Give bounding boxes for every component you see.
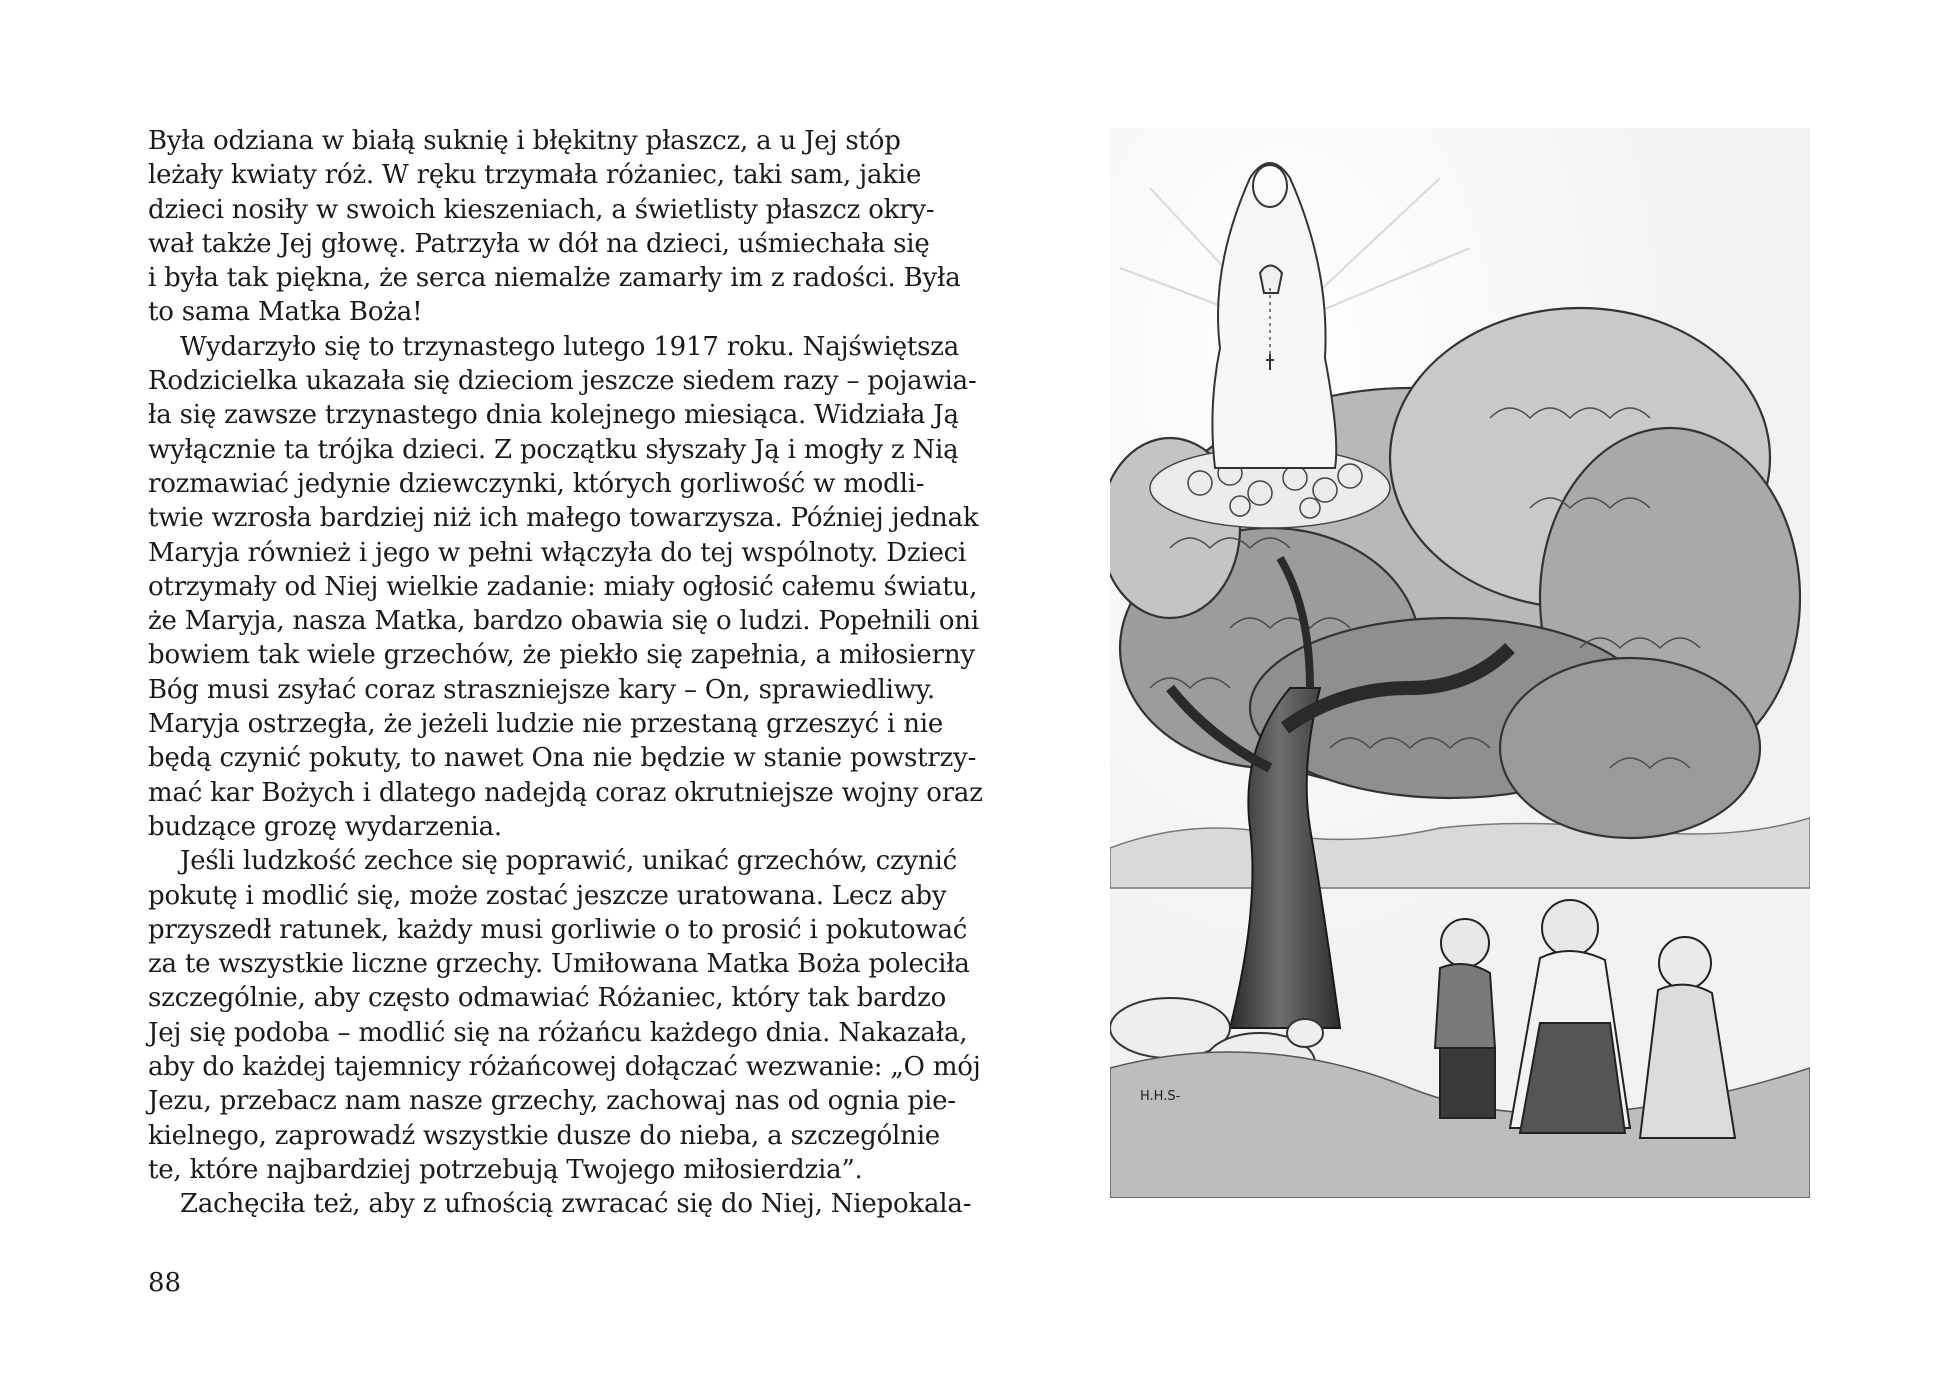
- text-line: kielnego, zaprowadź wszystkie dusze do nieba, a szczególnie: [148, 1120, 940, 1151]
- body-text: [148, 124, 983, 1222]
- text-line: Jezu, przebacz nam nasze grzechy, zachowaj nas od ognia pie-: [148, 1086, 956, 1117]
- text-line: pokutę i modlić się, może zostać jeszcze uratowana. Lecz aby: [148, 880, 947, 911]
- text-line: Zachęciła też, aby z ufnością zwracać się do Niej, Niepokala-: [180, 1189, 972, 1220]
- text-line: przyszedł ratunek, każdy musi gorliwie o to prosić i pokutować: [148, 914, 968, 945]
- text-line: Jeśli ludzkość zechce się poprawić, unikać grzechów, czynić: [180, 846, 957, 877]
- text-line: bowiem tak wiele grzechów, że piekło się zapełnia, a miłosierny: [148, 640, 975, 671]
- text-line: dzieci nosiły w swoich kieszeniach, a świetlisty płaszcz okry-: [148, 194, 935, 225]
- text-line: rozmawiać jedynie dziewczynki, których gorliwość w modli-: [148, 468, 925, 499]
- text-line: Bóg musi zsyłać coraz straszniejsze kary – On, sprawiedliwy.: [148, 674, 935, 705]
- text-line: Była odziana w białą suknię i błękitny płaszcz, a u Jej stóp: [148, 126, 901, 156]
- text-line: wał także Jej głowę. Patrzyła w dół na dzieci, uśmiechała się: [148, 228, 930, 259]
- text-line: te, które najbardziej potrzebują Twojego miłosierdzia”.: [148, 1154, 863, 1185]
- paragraph: [148, 124, 961, 330]
- text-line: za te wszystkie liczne grzechy. Umiłowana Matka Boża poleciła: [148, 949, 970, 980]
- text-line: szczególnie, aby często odmawiać Różaniec, który tak bardzo: [148, 983, 947, 1014]
- text-line: budzące grozę wydarzenia.: [148, 811, 502, 842]
- text-line: Rodzicielka ukazała się dzieciom jeszcze siedem razy – pojawia-: [148, 366, 977, 397]
- text-line: aby do każdej tajemnicy różańcowej dołączać wezwanie: „O mój: [148, 1052, 981, 1083]
- paragraph: [148, 330, 983, 844]
- text-line: leżały kwiaty róż. W ręku trzymała różaniec, taki sam, jakie: [148, 160, 922, 191]
- paragraph: [148, 1187, 972, 1221]
- text-line: Wydarzyło się to trzynastego lutego 1917 roku. Najświętsza: [180, 331, 960, 362]
- text-line: Maryja również i jego w pełni włączyła do tej wspólnoty. Dzieci: [148, 537, 967, 568]
- text-line: otrzymały od Niej wielkie zadanie: miały ogłosić całemu światu,: [148, 571, 978, 602]
- text-line: że Maryja, nasza Matka, bardzo obawia się o ludzi. Popełnili oni: [148, 606, 979, 637]
- text-line: Maryja ostrzegła, że jeżeli ludzie nie przestaną grzeszyć i nie: [148, 709, 944, 740]
- text-line: mać kar Bożych i dlatego nadejdą coraz okrutniejsze wojny oraz: [148, 777, 983, 808]
- text-line: wyłącznie ta trójka dzieci. Z początku słyszały Ją i mogły z Nią: [148, 434, 959, 465]
- paragraph: [148, 844, 981, 1187]
- text-line: twie wzrosła bardziej niż ich małego towarzysza. Później jednak: [148, 503, 979, 534]
- text-line: ła się zawsze trzynastego dnia kolejnego miesiąca. Widziała Ją: [148, 400, 959, 431]
- page-number: 88: [148, 1268, 182, 1298]
- text-line: to sama Matka Boża!: [148, 297, 423, 328]
- text-line: i była tak piękna, że serca niemalże zamarły im z radości. Była: [148, 263, 961, 294]
- illustration-apparition: [1110, 128, 1810, 1198]
- text-line: będą czynić pokuty, to nawet Ona nie będzie w stanie powstrzy-: [148, 743, 977, 774]
- illustration-signature: H.H.S-: [1140, 1089, 1181, 1104]
- text-line: Jej się podoba – modlić się na różańcu każdego dnia. Nakazała,: [148, 1017, 968, 1048]
